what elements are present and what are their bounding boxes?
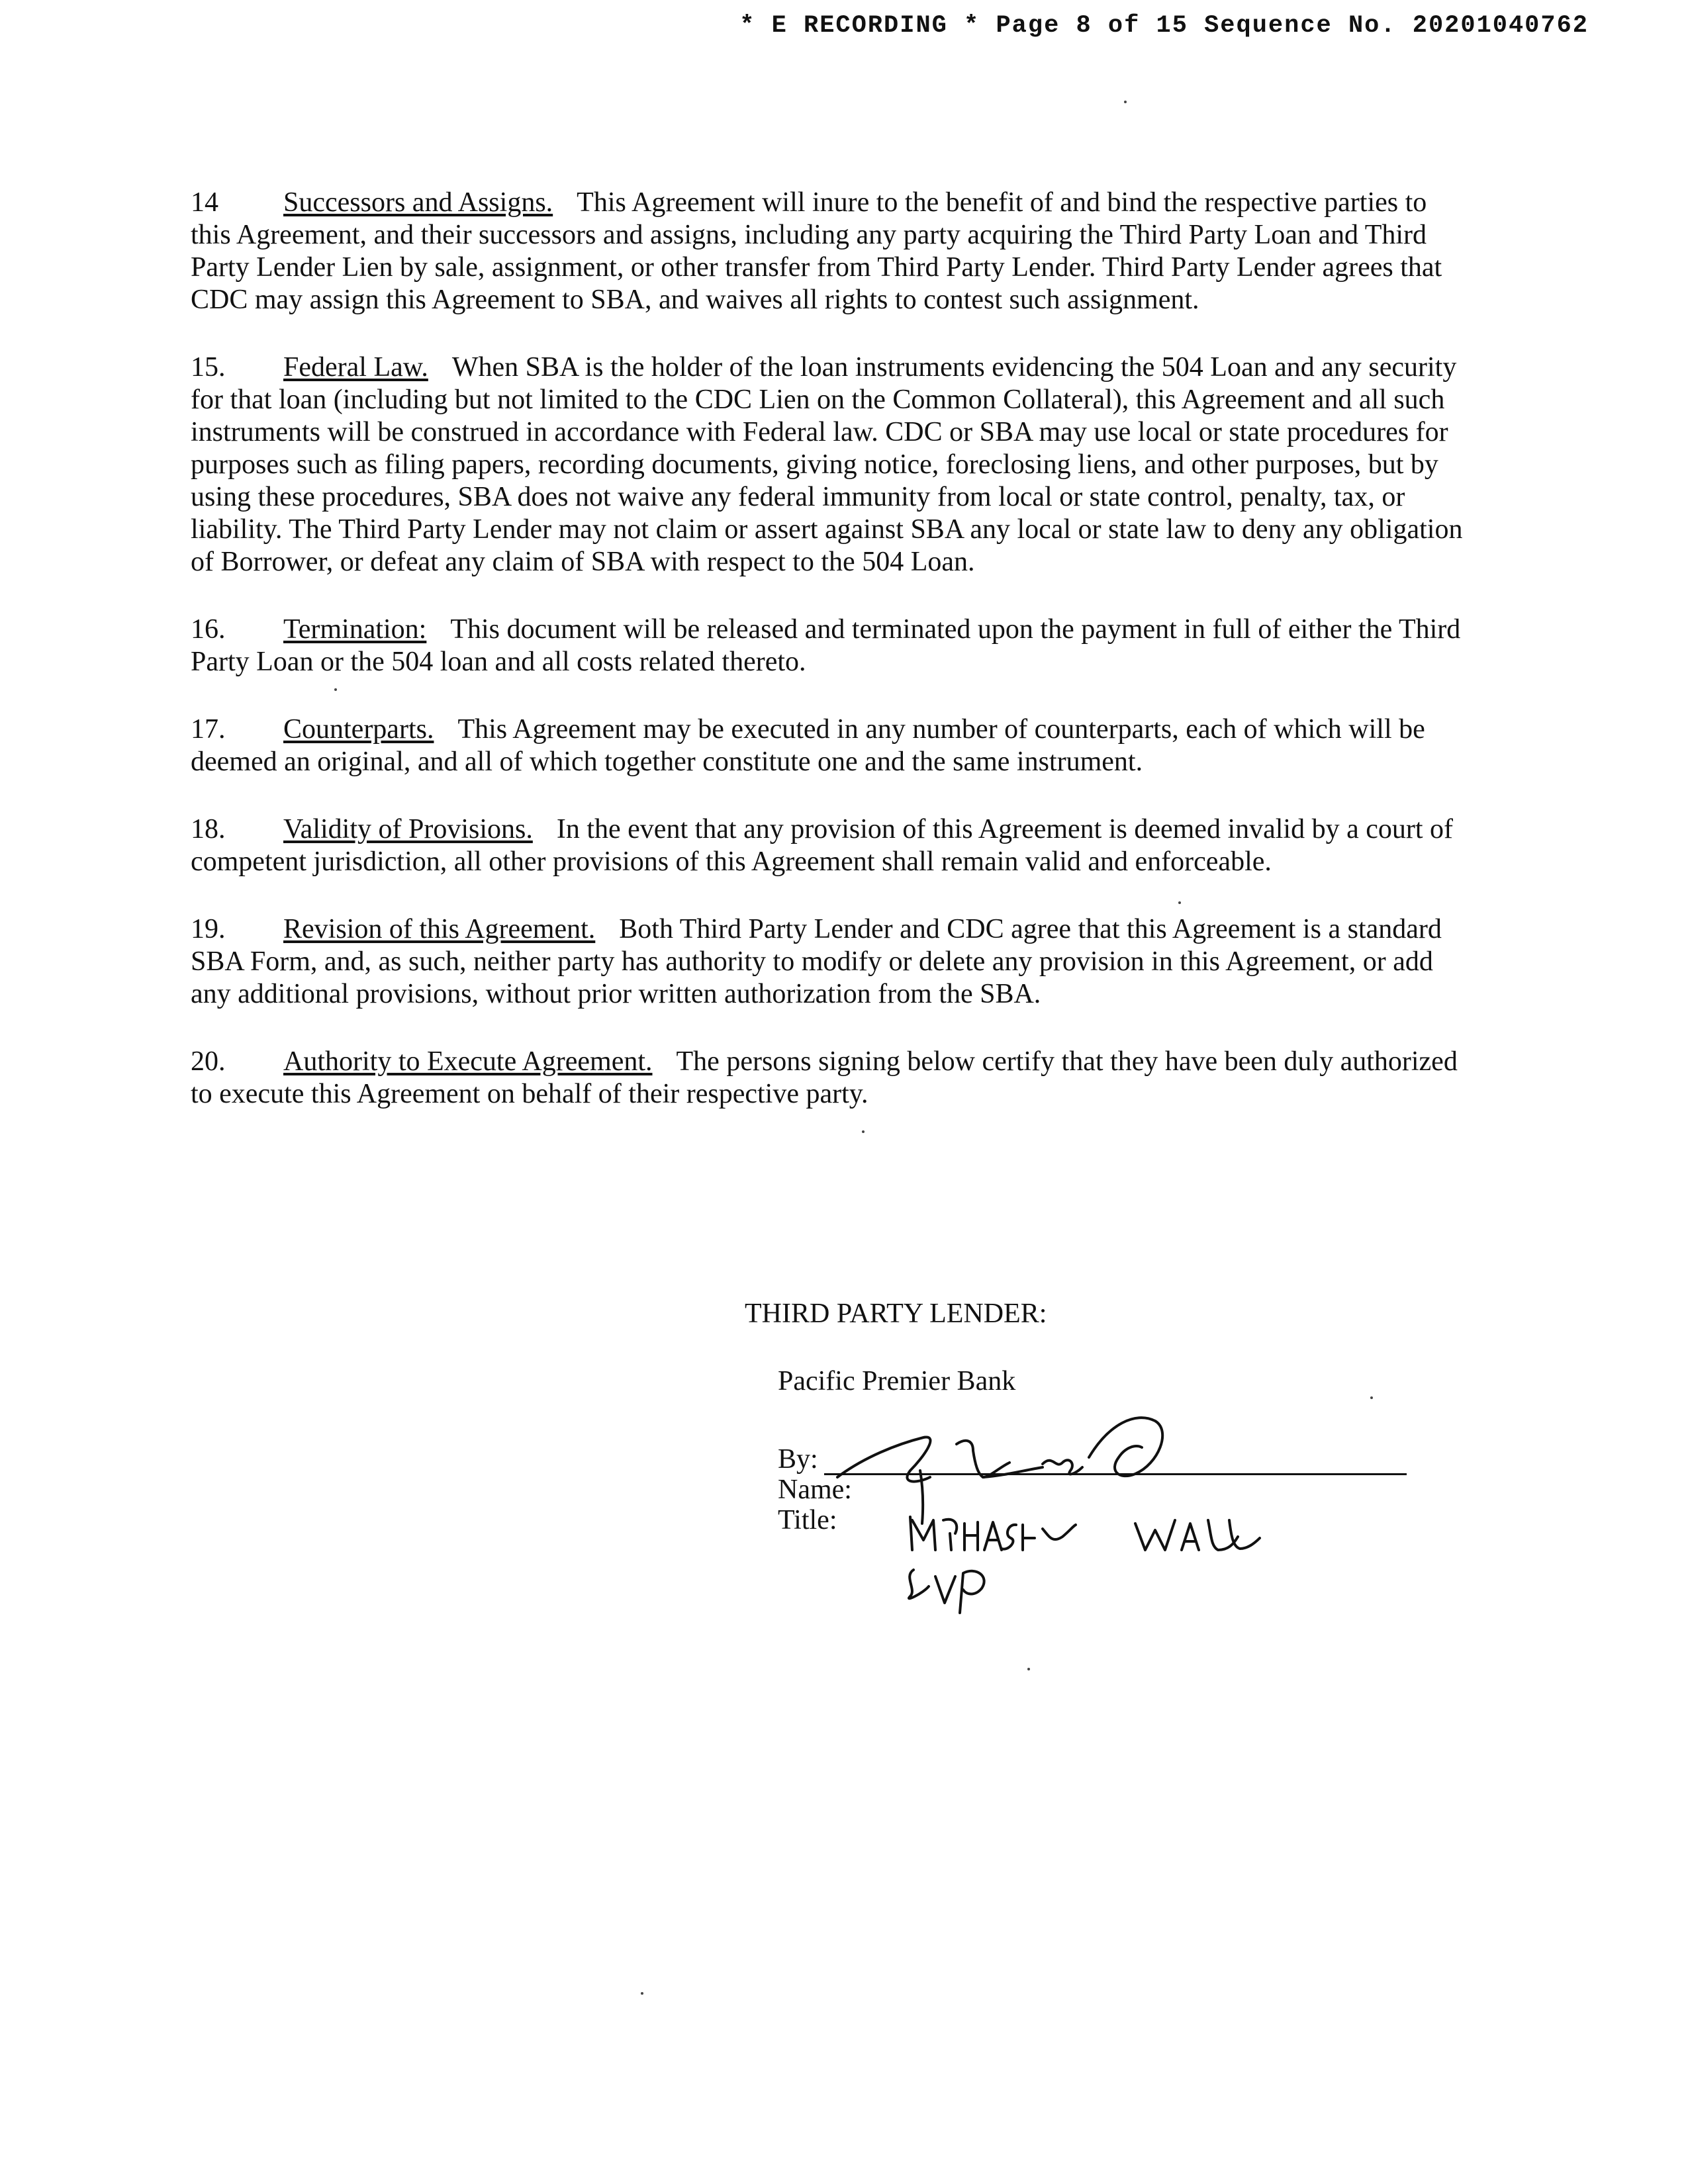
section-text: Both Third Party Lender and CDC agree that this Agreement is a standard SBA Form, and, as such, neither party has authority to modify or delete any provision in this Agreement, or add any additional provisions, without prior written authorization from the SBA. [191, 914, 1442, 1009]
recording-header: * E RECORDING * Page 8 of 15 Sequence No. 20201040762 [739, 12, 1589, 40]
section-16 [191, 614, 1468, 678]
section-number: 16. [191, 614, 226, 645]
section-title: Counterparts. [283, 714, 434, 745]
section-number: 17. [191, 714, 226, 745]
scan-speck [862, 1130, 865, 1133]
bank-name: Pacific Premier Bank [778, 1366, 1016, 1396]
section-number: 15. [191, 352, 226, 383]
section-title: Revision of this Agreement. [283, 914, 596, 944]
section-15 [191, 351, 1468, 578]
handwritten-signature [824, 1385, 1288, 1623]
signature-heading: THIRD PARTY LENDER: [745, 1298, 1047, 1329]
section-17 [191, 713, 1468, 778]
signature-fields [778, 1444, 1473, 1616]
scan-speck [334, 688, 337, 691]
section-number: 19. [191, 914, 226, 944]
scan-speck [1178, 901, 1181, 904]
scan-speck [1370, 1396, 1373, 1399]
section-title: Validity of Provisions. [283, 814, 533, 844]
section-title: Federal Law. [283, 352, 428, 383]
scan-speck [1124, 101, 1127, 103]
title-label: Title: [778, 1505, 837, 1535]
section-19 [191, 913, 1468, 1011]
name-label: Name: [778, 1475, 852, 1505]
signature-block [745, 1297, 1473, 1616]
section-title: Authority to Execute Agreement. [283, 1046, 653, 1077]
by-label: By: [778, 1444, 818, 1475]
section-text: This Agreement will inure to the benefit of and bind the respective parties to this Agreement, and their successors and assigns, including any party acquiring the Third Party Loan and Third Party Lender Lien by sale, assignment, or other transfer from Third Party Lender. Third Party Lender agrees that CDC may assign this Agreement to SBA, and waives all rights to contest such assignment. [191, 187, 1442, 315]
agreement-body [191, 187, 1468, 1146]
section-14 [191, 187, 1468, 316]
section-text: This Agreement may be executed in any number of counterparts, each of which will be deemed an original, and all of which together constitute one and the same instrument. [191, 714, 1425, 777]
section-number: 14 [191, 187, 218, 218]
section-title: Successors and Assigns. [283, 187, 553, 218]
section-text: When SBA is the holder of the loan instruments evidencing the 504 Loan and any security for that loan (including but not limited to the CDC Lien on the Common Collateral), this Agreement and all such instruments will be construed in accordance with Federal law. CDC or SBA may use local or state procedures for purposes such as filing papers, recording documents, giving notice, foreclosing liens, and other purposes, but by using these procedures, SBA does not waive any federal immunity from local or state control, penalty, tax, or liability. The Third Party Lender may not claim or assert against SBA any local or state law to deny any obligation of Borrower, or defeat any claim of SBA with respect to the 504 Loan. [191, 352, 1463, 577]
section-number: 20. [191, 1046, 226, 1077]
section-18 [191, 813, 1468, 878]
section-text: This document will be released and terminated upon the payment in full of either the Third Party Loan or the 504 loan and all costs related thereto. [191, 614, 1461, 677]
section-text: The persons signing below certify that they have been duly authorized to execute this Agreement on behalf of their respective party. [191, 1046, 1458, 1109]
section-number: 18. [191, 814, 226, 844]
section-text: In the event that any provision of this Agreement is deemed invalid by a court of competent jurisdiction, all other provisions of this Agreement shall remain valid and enforceable. [191, 814, 1454, 877]
section-title: Termination: [283, 614, 427, 645]
section-20 [191, 1046, 1468, 1111]
scan-speck [641, 1992, 643, 1995]
scan-speck [1027, 1668, 1030, 1670]
